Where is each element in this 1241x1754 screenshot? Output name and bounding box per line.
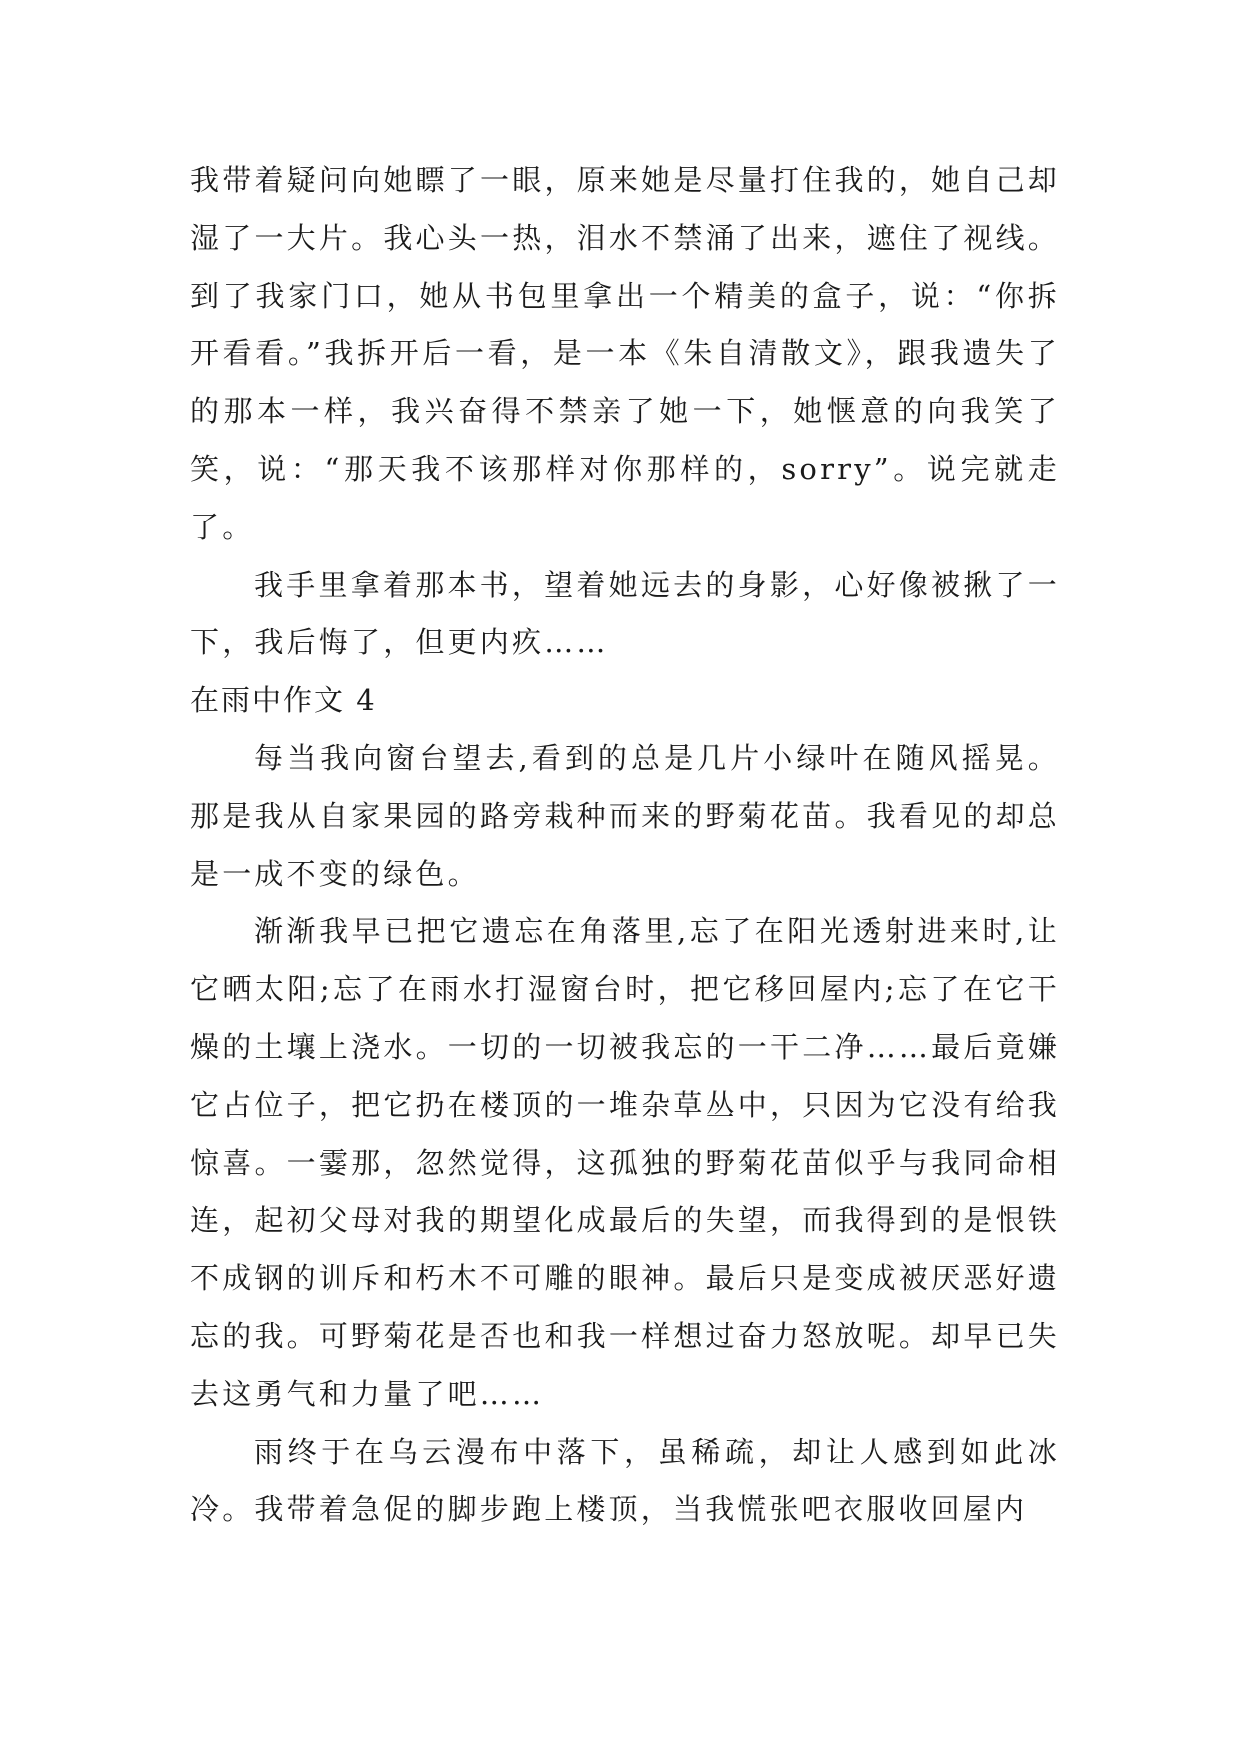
- paragraph-3: 每当我向窗台望去,看到的总是几片小绿叶在随风摇晃。那是我从自家果园的路旁栽种而来的野菊花苗。我看见的却总是一成不变的绿色。: [190, 740, 1060, 891]
- paragraph-5: 雨终于在乌云漫布中落下，虽稀疏，却让人感到如此冰冷。我带着急促的脚步跑上楼顶，当我慌张吧衣服收回屋内: [190, 1434, 1060, 1527]
- paragraph-4: 渐渐我早已把它遗忘在角落里,忘了在阳光透射进来时,让它晒太阳;忘了在雨水打湿窗台时，把它移回屋内;忘了在它干燥的土壤上浇水。一切的一切被我忘的一干二净……最后竟嫌它占位子，把它扔在楼顶的一堆杂草丛中，只因为它没有给我惊喜。一霎那，忽然觉得，这孤独的野菊花苗似乎与我同命相连，起初父母对我的期望化成最后的失望，而我得到的是恨铁不成钢的训斥和朽木不可雕的眼神。最后只是变成被厌恶好遗忘的我。可野菊花是否也和我一样想过奋力怒放呢。却早已失去这勇气和力量了吧……: [190, 914, 1060, 1411]
- section-heading: 在雨中作文 4: [190, 683, 377, 718]
- document-body: [190, 152, 1060, 1539]
- paragraph-1: 我带着疑问向她瞟了一眼，原来她是尽量打住我的，她自己却湿了一大片。我心头一热，泪水不禁涌了出来，遮住了视线。到了我家门口，她从书包里拿出一个精美的盒子，说：“你拆开看看。”我拆开后一看，是一本《朱自清散文》，跟我遗失了的那本一样，我兴奋得不禁亲了她一下，她惬意的向我笑了笑，说：“那天我不该那样对你那样的，sorry”。说完就走了。: [190, 163, 1060, 544]
- paragraph-2: 我手里拿着那本书，望着她远去的身影，心好像被揪了一下，我后悔了，但更内疚……: [190, 567, 1060, 660]
